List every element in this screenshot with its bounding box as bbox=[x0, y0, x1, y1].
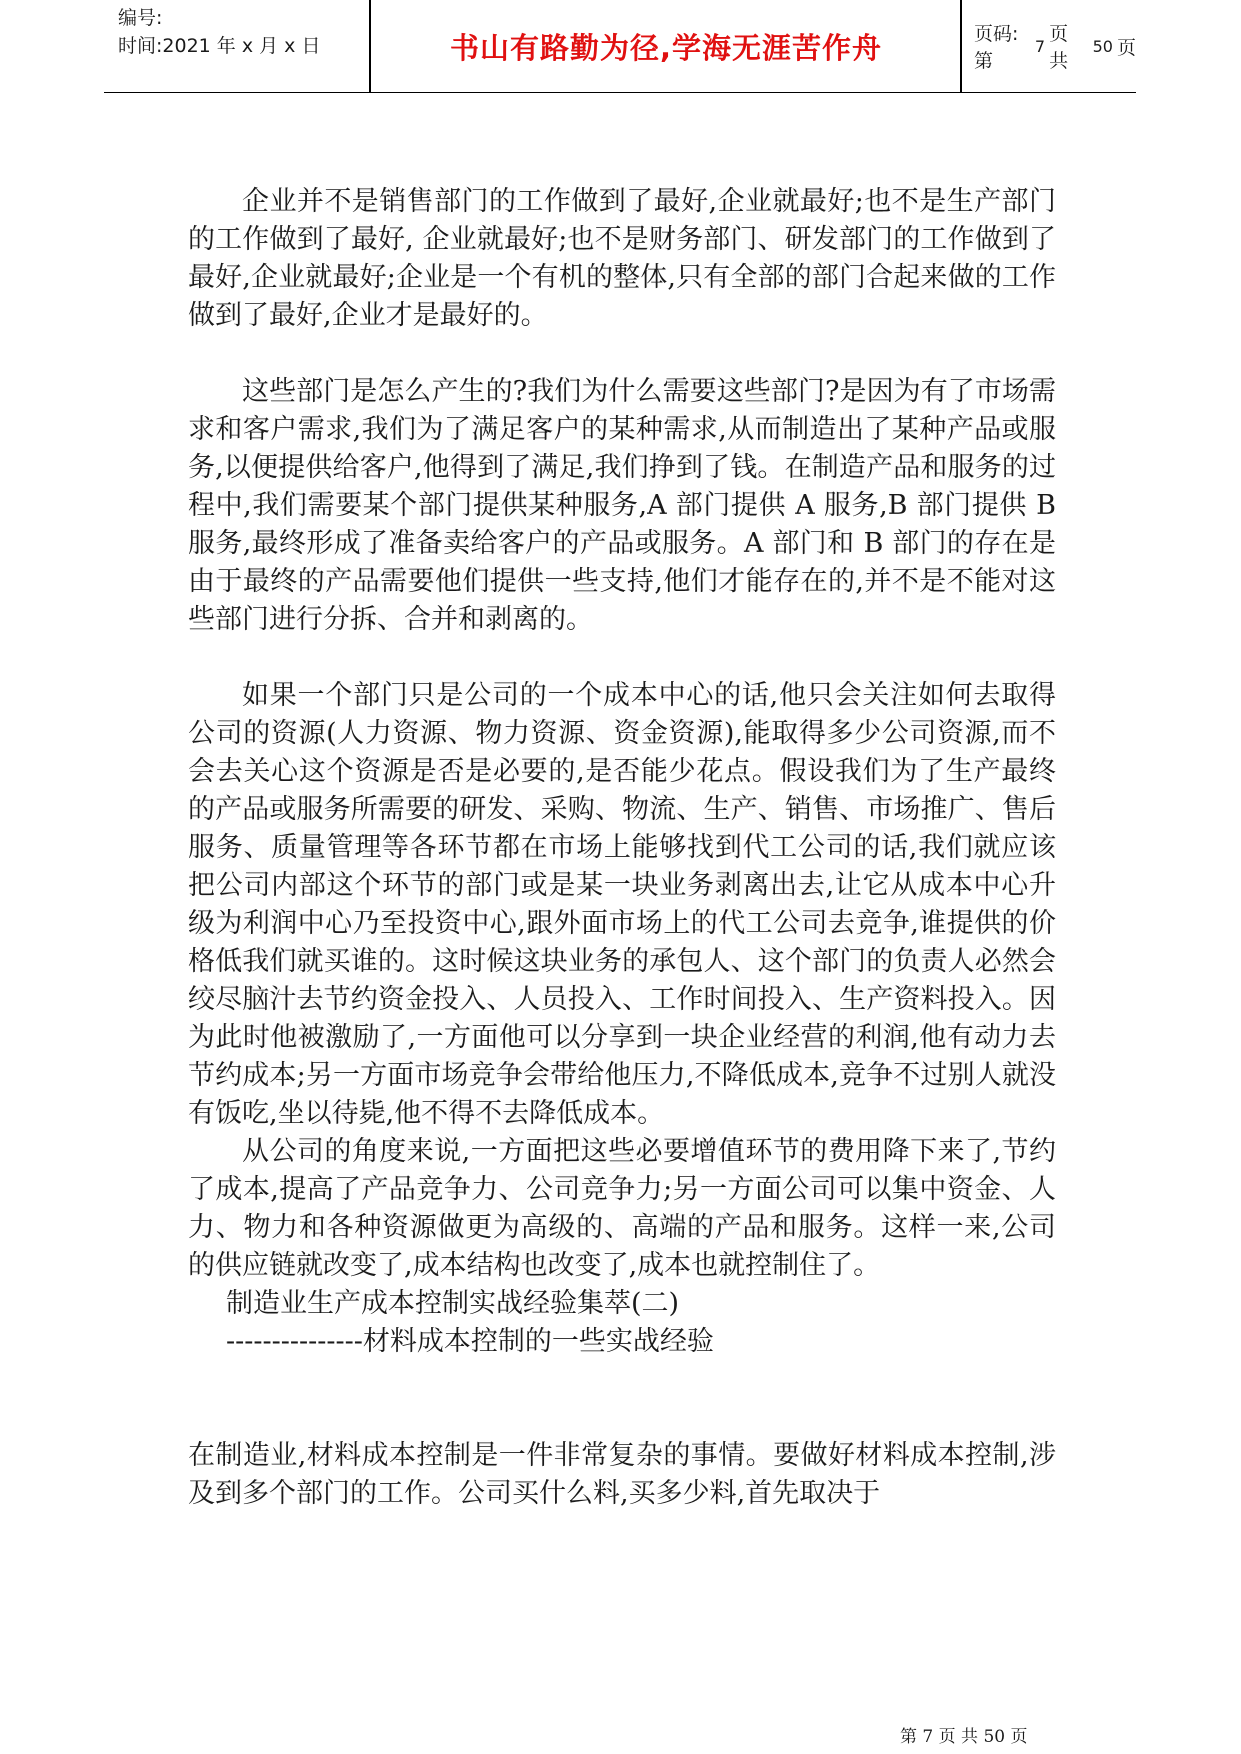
paragraph-1: 企业并不是销售部门的工作做到了最好,企业就最好;也不是生产部门的工作做到了最好, 企业就最好;也不是财务部门、研发部门的工作做到了最好,企业就最好;企业是一个有机的整体,只有全部的部门合起来做的工作做到了最好,企业才是最好的。 bbox=[188, 186, 1056, 331]
header-motto: 书山有路勤为径,学海无涯苦作舟 bbox=[449, 30, 883, 65]
footer-total: 50 bbox=[983, 1727, 1006, 1747]
header-divider-left bbox=[369, 0, 371, 92]
page-total: 50 bbox=[1092, 36, 1113, 56]
paragraph-4: 从公司的角度来说,一方面把这些必要增值环节的费用降下来了,节约了成本,提高了产品竞争力、公司竞争力;另一方面公司可以集中资金、人力、物力和各种资源做更为高级的、高端的产品和服务。这样一来,公司的供应链就改变了,成本结构也改变了,成本也就控制住了。 bbox=[188, 1136, 1056, 1281]
page-footer bbox=[900, 1722, 1028, 1747]
section-title: 制造业生产成本控制实战经验集萃(二) bbox=[226, 1288, 680, 1319]
page-header bbox=[104, 0, 1136, 93]
page-suffix: 页 bbox=[1116, 36, 1136, 59]
header-meta bbox=[118, 4, 368, 92]
paragraph-3: 如果一个部门只是公司的一个成本中心的话,他只会关注如何去取得公司的资源(人力资源、物力资源、资金资源),能取得多少公司资源,而不会去关心这个资源是否是必要的,是否能少花点。假设我们为了生产最终的产品或服务所需要的研发、采购、物流、生产、销售、市场推广、售后服务、质量管理等各环节都在市场上能够找到代工公司的话,我们就应该把公司内部这个环节的部门或是某一块业务剥离出去,让它从成本中心升级为利润中心乃至投资中心,跟外面市场上的代工公司去竞争,谁提供的价格低我们就买谁的。这时候这块业务的承包人、这个部门的负责人必然会绞尽脑汁去节约资金投入、人员投入、工作时间投入、生产资料投入。因为此时他被激励了,一方面他可以分享到一块企业经营的利润,他有动力去节约成本;另一方面市场竞争会带给他压力,不降低成本,竞争不过别人就没有饭吃,坐以待毙,他不得不去降低成本。 bbox=[188, 680, 1056, 1129]
paragraph-5: 在制造业,材料成本控制是一件非常复杂的事情。要做好材料成本控制,涉及到多个部门的工作。公司买什么料,买多少料,首先取决于 bbox=[188, 1440, 1056, 1509]
page-mid: 页 共 bbox=[1049, 23, 1069, 72]
paragraph-2: 这些部门是怎么产生的?我们为什么需要这些部门?是因为有了市场需求和客户需求,我们为了满足客户的某种需求,从而制造出了某种产品或服务,以便提供给客户,他得到了满足,我们挣到了钱。在制造产品和服务的过程中,我们需要某个部门提供某种服务,A 部门提供 A 服务,B 部门提供 B 服务,最终形成了准备卖给客户的产品或服务。A 部门和 B 部门的存在是由于最终的产品需要他们提供一些支持,他们才能存在的,并不是不能对这些部门进行分拆、合并和剥离的。 bbox=[188, 376, 1056, 635]
header-page-info bbox=[974, 0, 1136, 92]
serial-label: 编号: bbox=[118, 7, 163, 29]
page-current: 7 bbox=[1034, 36, 1046, 56]
page-prefix: 页码:第 bbox=[974, 23, 1019, 72]
header-divider-right bbox=[960, 0, 962, 92]
document-body bbox=[188, 183, 1056, 1513]
footer-suffix: 页 bbox=[1010, 1727, 1028, 1747]
time-label: 时间:2021 年 x 月 x 日 bbox=[118, 35, 321, 57]
footer-prefix: 第 bbox=[900, 1727, 917, 1747]
footer-mid: 页 共 bbox=[938, 1727, 979, 1747]
section-subtitle: ---------------材料成本控制的一些实战经验 bbox=[226, 1326, 714, 1357]
footer-current: 7 bbox=[922, 1727, 934, 1747]
